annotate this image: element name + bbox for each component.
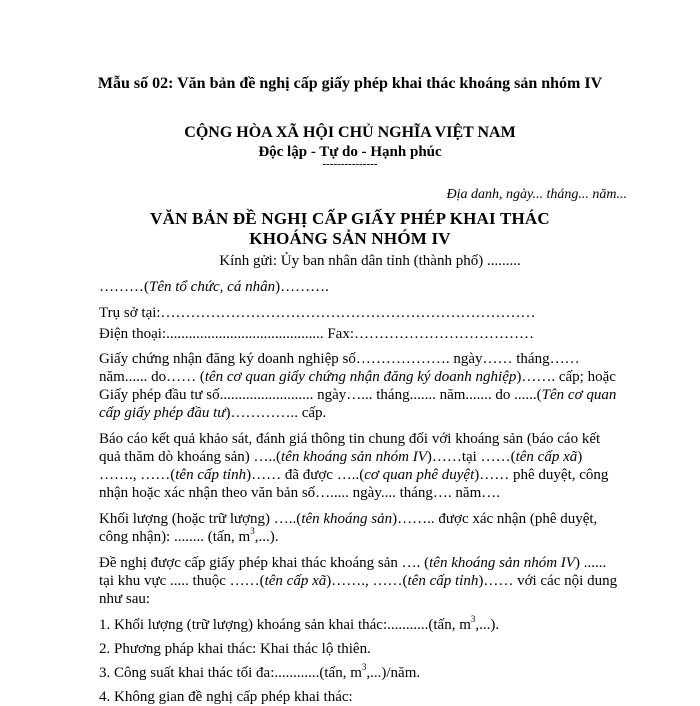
request-line2: tại khu vực ..... thuộc ……(tên cấp xã)……., ……(tên cấp tỉnh)…… với các nội dung (99, 573, 618, 589)
reserve-line1: Khối lượng (hoặc trữ lượng) …..(tên khoáng sản)…….. được xác nhận (phê duyệt, (99, 511, 598, 527)
list-item: 4. Không gian đề nghị cấp phép khai thác: (99, 689, 353, 705)
place-date: Địa danh, ngày... tháng... năm... (446, 187, 627, 202)
business-cert-line4: cấp giấy phép đầu tư)………….. cấp. (99, 405, 327, 421)
survey-report-line3: ……., ……(tên cấp tỉnh)…… đã được …..(cơ quan phê duyệt)…… phê duyệt, công (99, 467, 609, 483)
recipient: Kính gửi: Ủy ban nhân dân tỉnh (thành phố) ......... (219, 253, 521, 269)
document-title-line2: KHOÁNG SẢN NHÓM IV (249, 229, 451, 248)
business-cert-line2: năm...... do…… (tên cơ quan giấy chứng nhận đăng ký doanh nghiệp)……. cấp; hoặc (99, 369, 616, 385)
survey-report-line1: Báo cáo kết quả khảo sát, đánh giá thông tin chung đối với khoáng sản (báo cáo kết (99, 431, 601, 447)
phone-fax-line: Điện thoại:.......................................... Fax:……………………………… (99, 326, 534, 342)
head-office-line: Trụ sở tại:………………………………………………………………… (99, 305, 536, 321)
list-item: 2. Phương pháp khai thác: Khai thác lộ thiên. (99, 641, 371, 657)
list-item: 1. Khối lượng (trữ lượng) khoáng sản khai thác:...........(tấn, $m^3$,...). (99, 614, 500, 633)
request-line1: Đề nghị được cấp giấy phép khai thác khoáng sản …. (tên khoáng sản nhóm IV) ...... (99, 555, 607, 571)
request-line3: như sau: (99, 591, 151, 607)
business-cert-line3: Giấy phép đầu tư số......................... ngày…... tháng....... năm....... do ......(Tên cơ quan (99, 387, 617, 403)
business-cert-line1: Giấy chứng nhận đăng ký doanh nghiệp số………………. ngày…… tháng…… (99, 351, 580, 367)
survey-report-line4: nhận hoặc xác nhận theo văn bản số…..... ngày.... tháng…. năm…. (99, 485, 501, 501)
list-item: 3. Công suất khai thác tối đa:............(tấn, $m^3$,...)/năm. (99, 662, 421, 681)
organization-line: ………(Tên tổ chức, cá nhân)………. (99, 279, 329, 295)
survey-report-line2: quả thăm dò khoáng sản) …..(tên khoáng sản nhóm IV)……tại ……(tên cấp xã) (99, 449, 583, 465)
national-motto: Độc lập - Tự do - Hạnh phúc (258, 144, 442, 160)
form-label: Mẫu số 02: Văn bản đề nghị cấp giấy phép khai thác khoáng sản nhóm IV (97, 75, 603, 92)
header-divider: --------------- (322, 158, 378, 170)
country-name: CỘNG HÒA XÃ HỘI CHỦ NGHĨA VIỆT NAM (184, 124, 516, 141)
reserve-line2: công nhận): ........ (tấn, $m^3$,...). (99, 526, 279, 545)
document-title-line1: VĂN BẢN ĐỀ NGHỊ CẤP GIẤY PHÉP KHAI THÁC (150, 209, 550, 228)
